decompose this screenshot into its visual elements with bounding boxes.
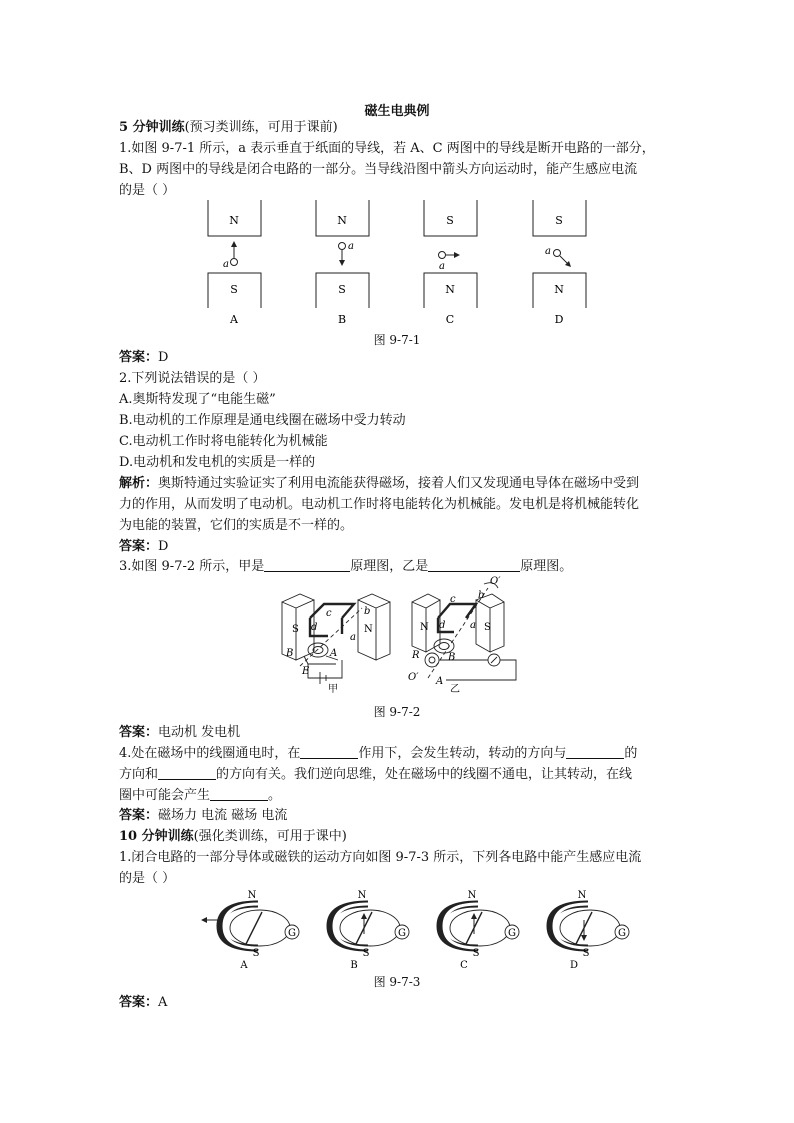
panel-label: B <box>350 960 358 971</box>
svg-text:b: b <box>364 606 371 617</box>
svg-text:a: a <box>470 620 476 631</box>
svg-text:O′: O′ <box>408 672 419 683</box>
magnet-pole-top: N <box>337 214 347 227</box>
svg-text:A: A <box>436 676 444 687</box>
wire-label: a <box>223 259 229 270</box>
svg-text:a: a <box>350 632 356 643</box>
fig1-panel-d <box>533 200 586 326</box>
galvanometer-label: G <box>288 928 296 939</box>
magnet-pole-bottom: S <box>230 283 238 296</box>
answer-label: 答案： <box>119 350 159 365</box>
answer-label: 答案： <box>119 539 159 554</box>
svg-text:b: b <box>478 590 485 601</box>
wire-label: a <box>545 246 551 257</box>
q2-option-a: A.奥斯特发现了“电能生磁” <box>119 392 276 407</box>
svg-text:c: c <box>326 608 332 619</box>
q4-stem-line2 <box>119 765 684 785</box>
analysis-label: 解析： <box>119 476 159 491</box>
fig3-panel-d <box>550 890 629 971</box>
q4-answer <box>119 806 684 826</box>
fig2-motor <box>282 594 390 684</box>
q3-blank-1[interactable] <box>264 558 350 572</box>
galvanometer-label: G <box>618 928 626 939</box>
panel-label: D <box>569 960 579 971</box>
q4-text-1: 4.处在磁场中的线圈通电时，在 <box>119 746 301 761</box>
q2-analysis-line1 <box>119 474 684 494</box>
answer-value: 电动机 发电机 <box>158 725 241 740</box>
svg-text:S: S <box>484 622 491 633</box>
svg-text:O′: O′ <box>490 576 501 587</box>
answer-value: D <box>158 350 169 365</box>
figure-caption: 图 9-7-2 <box>373 705 421 719</box>
fig1-panel-b <box>316 200 369 326</box>
q2-analysis-line3: 为电能的装置，它们的实质是不一样的。 <box>119 518 354 533</box>
pole-south: S <box>582 948 590 959</box>
answer-label: 答案： <box>119 725 159 740</box>
q4-text-4: 方向和 <box>119 767 159 782</box>
q2-analysis-line2: 力的作用，从而发明了电动机。电动机工作时将电能转化为机械能。发电机是将机械能转化 <box>119 497 640 512</box>
galvanometer-label: G <box>508 928 516 939</box>
svg-text:S: S <box>292 624 299 635</box>
svg-text:d: d <box>439 620 446 631</box>
svg-text:A: A <box>330 648 338 659</box>
q1-stem-line3: 的是（ ） <box>119 183 176 198</box>
fig1-panel-c <box>424 200 477 326</box>
magnet-pole-bottom: N <box>445 283 455 296</box>
q4-stem-line1 <box>119 744 684 764</box>
magnet-pole-bottom: N <box>554 283 564 296</box>
section-tail: (强化类训练，可用于课中) <box>193 829 347 844</box>
figure-9-7-1 <box>195 198 595 338</box>
fig2-generator-labels <box>408 576 501 695</box>
figure-caption: 图 9-7-1 <box>373 333 421 347</box>
q5-answer <box>119 993 684 1013</box>
q4-blank-1[interactable] <box>300 745 358 759</box>
q4-text-5: 的方向有关。我们逆向思维，处在磁场中的线圈不通电，让其转动，在线 <box>216 767 633 782</box>
fig2-motor-labels <box>285 606 373 695</box>
q4-text-7: 。 <box>268 788 282 803</box>
page-title: 磁生电典例 <box>364 104 430 119</box>
answer-label: 答案： <box>119 995 159 1010</box>
panel-label: C <box>445 313 455 326</box>
answer-label: 答案： <box>119 808 159 823</box>
pole-north: N <box>357 890 367 901</box>
q4-blank-4[interactable] <box>210 787 268 801</box>
fig1-panel-a <box>208 200 261 326</box>
fig2-right-label: 乙 <box>450 684 460 695</box>
pole-south: S <box>472 948 480 959</box>
svg-text:N: N <box>420 622 429 633</box>
q2-stem: 2.下列说法错误的是（ ） <box>119 371 266 386</box>
q4-blank-3[interactable] <box>158 766 216 780</box>
q2-option-d: D.电动机和发电机的实质是一样的 <box>119 455 316 470</box>
q3-text-2: 原理图，乙是 <box>350 559 429 574</box>
wire-label: a <box>439 261 445 272</box>
q5-stem-line2: 的是（ ） <box>119 871 176 886</box>
q3-answer <box>119 723 684 743</box>
q2-answer <box>119 537 684 557</box>
pole-south: S <box>362 948 370 959</box>
fig3-panel-c <box>440 890 519 971</box>
panel-label: A <box>230 313 238 326</box>
analysis-text: 奥斯特通过实验证实了利用电流能获得磁场，接着人们又发现通电导体在磁场中受到 <box>158 476 640 491</box>
q4-blank-2[interactable] <box>566 745 624 759</box>
svg-text:N: N <box>364 624 373 635</box>
section-head: 5 分钟训练 <box>119 120 185 135</box>
pole-north: N <box>577 890 587 901</box>
fig3-panel-a <box>201 890 299 971</box>
q4-text-6: 圈中可能会产生 <box>119 788 211 803</box>
fig2-left-label: 甲 <box>328 684 338 695</box>
section-head: 10 分钟训练 <box>119 829 194 844</box>
pole-north: N <box>467 890 477 901</box>
q2-option-b: B.电动机的工作原理是通电线圈在磁场中受力转动 <box>119 413 406 428</box>
answer-value: D <box>158 539 169 554</box>
q4-text-2: 作用下，会发生转动，转动的方向与 <box>358 746 567 761</box>
q4-text-3: 的 <box>624 746 638 761</box>
magnet-pole-top: S <box>446 214 454 227</box>
fig3-panel-b <box>330 890 409 971</box>
wire-label: a <box>348 241 354 252</box>
q3-text-3: 原理图。 <box>520 559 573 574</box>
q1-stem-line1: 1.如图 9-7-1 所示，a 表示垂直于纸面的导线，若 A、C 两图中的导线是断开电路的一部分， <box>119 141 655 156</box>
section-tail: (预习类训练，可用于课前) <box>184 120 338 135</box>
svg-text:B: B <box>286 648 294 659</box>
panel-label: A <box>240 960 248 971</box>
panel-label: B <box>337 313 347 326</box>
panel-label: C <box>460 960 468 971</box>
svg-text:B: B <box>448 652 456 663</box>
svg-text:d: d <box>311 622 318 633</box>
magnet-pole-top: N <box>229 214 239 227</box>
q2-option-c: C.电动机工作时将电能转化为机械能 <box>119 434 328 449</box>
q1-answer <box>119 348 684 368</box>
answer-value: A <box>158 995 168 1010</box>
section-heading-10min <box>119 827 684 847</box>
panel-label: D <box>554 313 564 326</box>
q3-blank-2[interactable] <box>428 558 520 572</box>
magnet-pole-top: S <box>555 214 563 227</box>
figure-9-7-3 <box>190 886 626 971</box>
pole-north: N <box>247 890 257 901</box>
figure-caption: 图 9-7-3 <box>373 975 421 989</box>
magnet-pole-bottom: S <box>338 283 346 296</box>
pole-south: S <box>252 948 260 959</box>
answer-value: 磁场力 电流 磁场 电流 <box>158 808 288 823</box>
svg-text:R: R <box>412 650 420 661</box>
galvanometer-label: G <box>398 928 406 939</box>
q5-stem-line1: 1.闭合电路的一部分导体或磁铁的运动方向如图 9-7-3 所示，下列各电路中能产生感应电流 <box>119 850 642 865</box>
svg-text:c: c <box>450 594 456 605</box>
figure-9-7-2 <box>280 574 520 702</box>
q4-stem-line3 <box>119 786 684 806</box>
q3-text-1: 3.如图 9-7-2 所示，甲是 <box>119 559 265 574</box>
q1-stem-line2: B、D 两图中的导线是闭合电路的一部分。当导线沿图中箭头方向运动时，能产生感应电流 <box>119 162 638 177</box>
section-heading-5min <box>119 118 684 138</box>
svg-text:E: E <box>302 666 310 677</box>
